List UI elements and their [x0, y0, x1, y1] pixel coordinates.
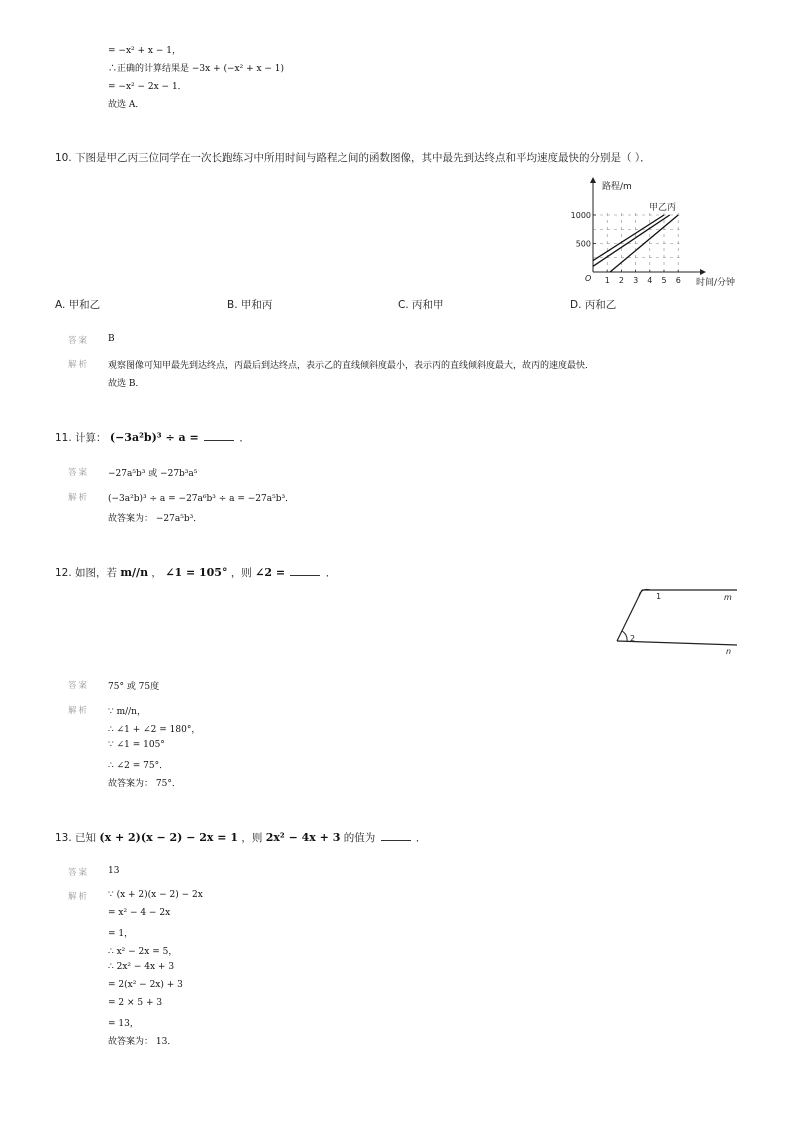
answer-label: 答案 [68, 336, 90, 346]
distance-time-chart [570, 172, 745, 294]
analysis-line: = x² − 4 − 2x [108, 908, 171, 918]
answer-blank[interactable] [204, 431, 234, 441]
given-equation: (x + 2)(x − 2) − 2x = 1 [99, 831, 239, 844]
question-suffix: ． [325, 567, 337, 579]
series-label: 甲乙丙 [649, 203, 677, 213]
analysis-label: 解析 [68, 706, 90, 716]
target-angle: ∠2 = [255, 566, 286, 579]
analysis-line: = 1， [108, 929, 134, 939]
answer-value: 75° 或 75度 [108, 682, 160, 692]
answer-blank[interactable] [381, 831, 411, 841]
question-prefix: 13. 已知 [55, 832, 97, 844]
x-tick-label: 1 [604, 276, 610, 285]
analysis-label: 解析 [68, 360, 90, 370]
analysis-line: ∵ ∠1 = 105° [108, 740, 165, 750]
answer-value: 13 [108, 866, 120, 876]
question-text [55, 830, 426, 845]
solution-line: ∴正确的计算结果是 −3x + (−x² + x − 1) [108, 64, 285, 74]
option-d[interactable]: D. 丙和乙 [570, 299, 617, 311]
angle-2-arc [622, 631, 627, 641]
question-separator: ， [151, 567, 162, 579]
angle-2-label: 2 [630, 634, 636, 643]
y-axis-label: 路程/m [602, 182, 632, 192]
solution-line: = −x² − 2x − 1． [108, 82, 187, 92]
analysis-label: 解析 [68, 493, 90, 503]
answer-value: −27a⁵b³ 或 −27b³a⁵ [108, 469, 198, 479]
analysis-line: ∴ ∠2 = 75°． [108, 761, 169, 771]
option-b[interactable]: B. 甲和丙 [227, 299, 273, 311]
x-tick-label: 5 [661, 276, 667, 285]
question-text: 10. 下图是甲乙丙三位同学在一次长跑练习中所用时间与路程之间的函数图像，其中最先到达终点和平均速度最快的分别是（ ）． [55, 152, 651, 164]
y-tick-label: 1000 [570, 211, 591, 220]
series-line-甲 [593, 215, 664, 261]
question-suffix: ． [239, 432, 250, 444]
analysis-line: 故答案为： 75°． [108, 779, 181, 789]
analysis-line: ∵ m//n， [108, 707, 146, 717]
analysis-line: 故答案为： 13． [108, 1037, 177, 1047]
x-tick-label: 4 [647, 276, 653, 285]
question-suffix: 的值为 [343, 832, 376, 844]
angle-condition: ∠1 = 105° [165, 566, 228, 579]
parallel-condition: m//n [120, 566, 149, 579]
question-expression: (−3a²b)³ ÷ a = [109, 431, 199, 444]
series-line-乙 [593, 215, 670, 266]
analysis-line: = 13， [108, 1019, 139, 1029]
question-connector: ，则 [241, 832, 263, 844]
question-connector: ，则 [230, 567, 252, 579]
question-text [55, 430, 250, 445]
x-tick-label: 3 [633, 276, 639, 285]
parallel-lines-figure [612, 583, 740, 658]
option-a[interactable]: A. 甲和乙 [55, 299, 101, 311]
x-tick-label: 2 [618, 276, 624, 285]
analysis-line: 观察图像可知甲最先到达终点，丙最后到达终点，表示乙的直线倾斜度最小，表示丙的直线倾斜度最大，故丙的速度最快． [108, 361, 595, 371]
analysis-line: 故答案为： −27a⁵b³． [108, 514, 203, 524]
line-m-label: m [724, 593, 732, 602]
option-c[interactable]: C. 丙和甲 [398, 299, 444, 311]
chart-grid [593, 212, 680, 272]
answer-label: 答案 [68, 868, 90, 878]
analysis-label: 解析 [68, 892, 90, 902]
angle-1-label: 1 [656, 592, 662, 601]
question-end: ． [415, 832, 427, 844]
solution-line: = −x² + x − 1， [108, 46, 181, 56]
answer-value: B [108, 334, 115, 344]
analysis-line: = 2 × 5 + 3 [108, 998, 163, 1008]
analysis-line: 故选 B． [108, 379, 145, 389]
answer-label: 答案 [68, 468, 90, 478]
analysis-line: ∴ x² − 2x = 5， [108, 947, 178, 957]
answer-label: 答案 [68, 681, 90, 691]
target-expression: 2x² − 4x + 3 [265, 831, 341, 844]
question-prefix: 12. 如图，若 [55, 567, 118, 579]
analysis-line: (−3a²b)³ ÷ a = −27a⁶b³ ÷ a = −27a⁵b³． [108, 494, 295, 504]
analysis-line: ∴ 2x² − 4x + 3 [108, 962, 175, 972]
y-tick-label: 500 [575, 239, 591, 249]
x-axis-label: 时间/分钟 [696, 278, 736, 288]
question-text [55, 565, 336, 580]
analysis-line: = 2(x² − 2x) + 3 [108, 980, 183, 990]
x-tick-label: 6 [675, 276, 681, 285]
analysis-line: ∴ ∠1 + ∠2 = 180°， [108, 725, 201, 735]
answer-blank[interactable] [290, 566, 320, 576]
analysis-line: ∵ (x + 2)(x − 2) − 2x [108, 890, 203, 900]
origin-label: O [585, 274, 592, 283]
line-n-label: n [726, 647, 732, 656]
solution-line: 故选 A． [108, 100, 145, 110]
question-prefix: 11. 计算： [55, 432, 107, 444]
